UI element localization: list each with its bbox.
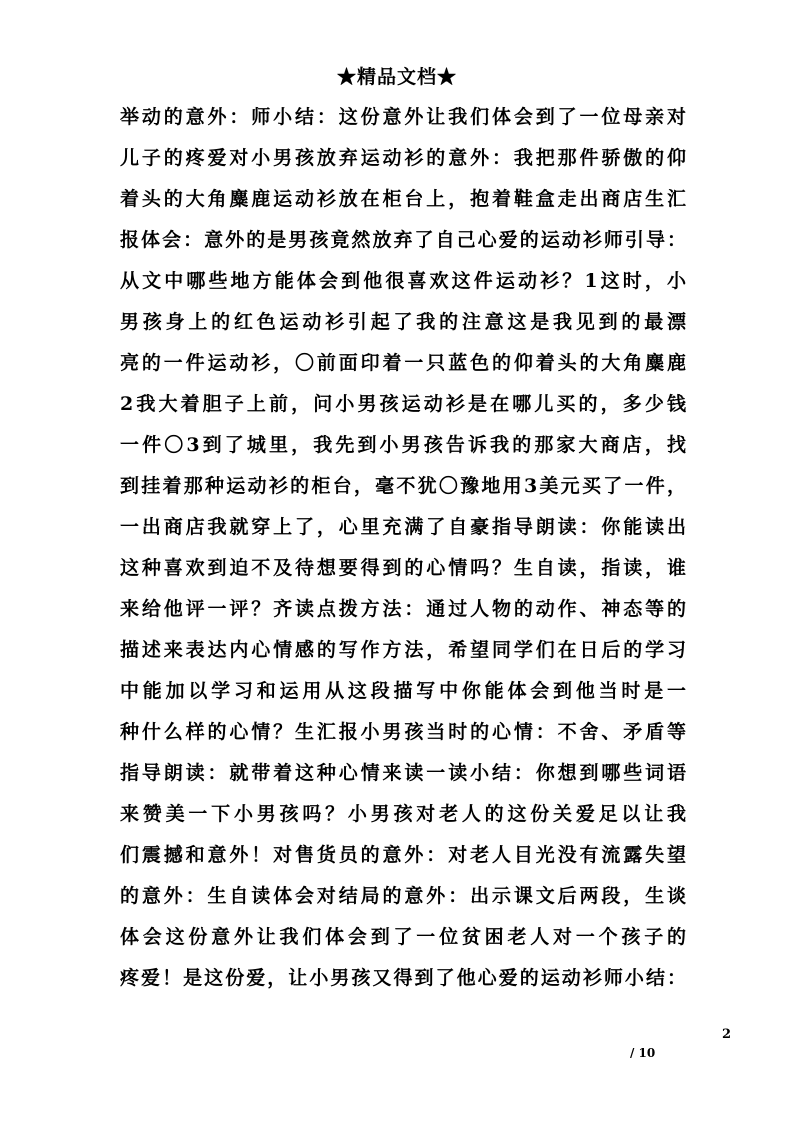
body-line: 从文中哪些地方能体会到他很喜欢这件运动衫？1这时，小 (120, 270, 686, 292)
body-line: 指导朗读：就带着这种心情来读一读小结：你想到哪些词语 (120, 762, 686, 784)
page-number: 2 (722, 1027, 732, 1042)
body-line: 种什么样的心情？生汇报小男孩当时的心情：不舍、矛盾等 (120, 721, 686, 743)
page-count: / 10 (630, 1046, 656, 1060)
body-line: 的意外：生自读体会对结局的意外：出示课文后两段，生谈 (120, 885, 686, 907)
body-line: 一件〇3到了城里，我先到小男孩告诉我的那家大商店，找 (120, 434, 686, 456)
document-header-title: ★精品文档★ (336, 66, 457, 88)
body-line: 亮的一件运动衫，〇前面印着一只蓝色的仰着头的大角麋鹿 (120, 352, 686, 374)
body-line: 这种喜欢到迫不及待想要得到的心情吗？生自读，指读，谁 (120, 557, 686, 579)
body-line: 男孩身上的红色运动衫引起了我的注意这是我见到的最漂 (120, 311, 686, 333)
body-line: 描述来表达内心情感的写作方法，希望同学们在日后的学习 (120, 639, 686, 661)
body-line: 儿子的疼爱对小男孩放弃运动衫的意外：我把那件骄傲的仰 (120, 147, 686, 169)
body-line: 一出商店我就穿上了，心里充满了自豪指导朗读：你能读出 (120, 516, 686, 538)
body-line: 来给他评一评？齐读点拨方法：通过人物的动作、神态等的 (120, 598, 686, 620)
body-line: 疼爱！是这份爱，让小男孩又得到了他心爱的运动衫师小结： (120, 967, 686, 989)
body-line: 来赞美一下小男孩吗？小男孩对老人的这份关爱足以让我 (120, 803, 686, 825)
body-line: 报体会：意外的是男孩竟然放弃了自己心爱的运动衫师引导： (120, 229, 686, 251)
document-body (120, 97, 686, 999)
body-line: 着头的大角麋鹿运动衫放在柜台上，抱着鞋盒走出商店生汇 (120, 188, 686, 210)
body-line: 们震撼和意外！对售货员的意外：对老人目光没有流露失望 (120, 844, 686, 866)
body-line: 2我大着胆子上前，问小男孩运动衫是在哪儿买的，多少钱 (120, 393, 686, 415)
body-line: 体会这份意外让我们体会到了一位贫困老人对一个孩子的 (120, 926, 686, 948)
body-line: 举动的意外：师小结：这份意外让我们体会到了一位母亲对 (120, 106, 686, 128)
body-line: 中能加以学习和运用从这段描写中你能体会到他当时是一 (120, 680, 686, 702)
body-line: 到挂着那种运动衫的柜台，毫不犹〇豫地用3美元买了一件， (120, 475, 686, 497)
